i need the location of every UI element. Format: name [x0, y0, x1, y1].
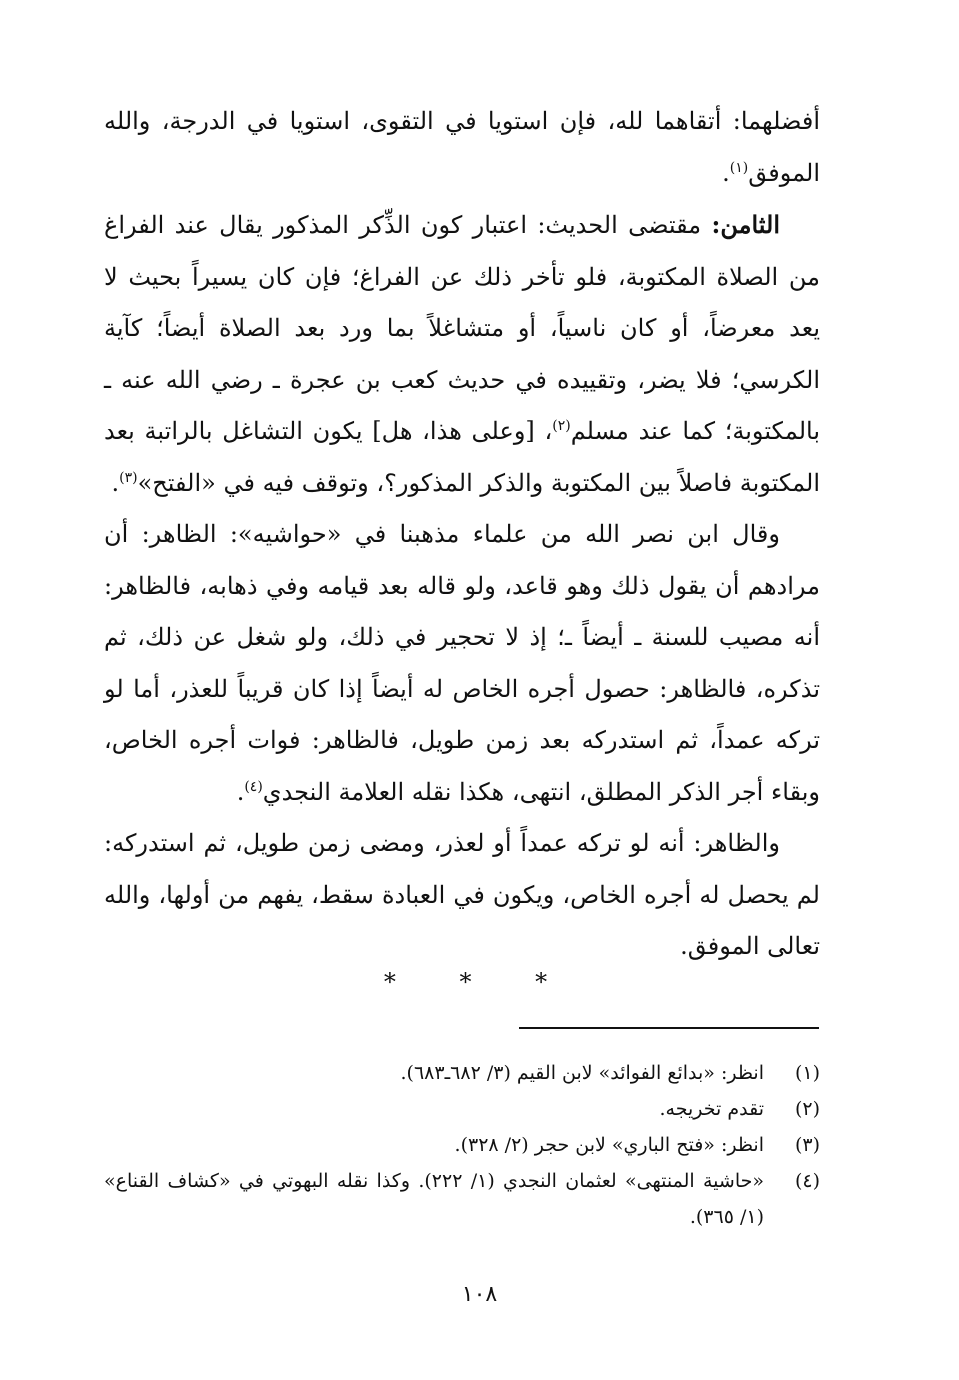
footnote-divider: [519, 1027, 819, 1029]
paragraph-2-text-a: مقتضى الحديث: اعتبار كون الذِّكر المذكور يقال عند الفراغ من الصلاة المكتوبة، فلو تأخر ذلك عن الفراغ؛ فإن كان يسيراً بحيث لا يعد معرضاً، أو كان ناسياً، أو متشاغلاً بما ورد بعد الصلاة أيضاً؛ كآية الكرسي؛ فلا يضر، وتقييده في حديث كعب بن عجرة ـ رضي الله عنه ـ بالمكتوبة؛ كما عند مسلم: [104, 211, 820, 445]
paragraph-1-text: أفضلهما: أتقاهما لله، فإن استويا في التقوى، استويا في الدرجة، والله الموفق: [104, 107, 820, 187]
paragraph-2-text-b: ، [وعلى هذا، هل] يكون التشاغل بالراتبة بعد المكتوبة فاصلاً بين المكتوبة والذكر المذكور؟، وتوقف فيه في «الفتح»: [104, 417, 820, 497]
paragraph-4: [104, 818, 820, 973]
footnote-1: [104, 1055, 820, 1091]
footnote-text: انظر: «بدائع الفوائد» لابن القيم (٣/ ٦٨٢ـ٦٨٣).: [400, 1062, 764, 1084]
footnote-number: (١): [794, 1062, 820, 1084]
footnote-number: (٢): [794, 1098, 820, 1120]
paragraph-3-end: .: [236, 777, 245, 806]
footnote-2: [104, 1091, 820, 1127]
footnote-ref-2: (٢): [552, 418, 571, 434]
footnote-ref-1: (١): [729, 159, 749, 176]
page-number: ١٠٨: [461, 1282, 498, 1307]
paragraph-4-text: والظاهر: أنه لو تركه عمداً أو لعذر، ومضى زمن طويل، ثم استدركه: لم يحصل له أجره الخاص، ويكون في العبادة سقط، يفهم من أولها، والله تعالى الموفق.: [104, 829, 820, 960]
footnote-ref-3: (٣): [119, 469, 138, 486]
footnotes: [104, 1055, 820, 1235]
footnote-text: «حاشية المنتهى» لعثمان النجدي (١/ ٢٢٢). وكذا نقله البهوتي في «كشاف القناع» (١/ ٣٦٥).: [104, 1170, 764, 1228]
paragraph-2-end: .: [111, 468, 120, 497]
paragraph-3-text: وقال ابن نصر الله من علماء مذهبنا في «حواشيه»: الظاهر: أن مرادهم أن يقول ذلك وهو قاعد، ولو قاله بعد قيامه وفي ذهابه، فالظاهر: أنه مصيب للسنة ـ أيضاً ـ؛ إذ لا تحجير في ذلك، ولو شغل عن ذلك، ثم تذكره، فالظاهر: حصول أجره الخاص له أيضاً إذا كان قريباً للعذر، أما لو تركه عمداً، ثم استدركه بعد زمن طويل، فالظاهر: فوات أجره الخاص، وبقاء أجر الذكر المطلق، انتهى، هكذا نقله العلامة النجدي: [104, 520, 820, 806]
footnote-text: انظر: «فتح الباري» لابن حجر (٢/ ٣٢٨).: [454, 1134, 764, 1156]
paragraph-3: [104, 509, 820, 818]
footnote-4: [104, 1163, 820, 1235]
footnote-number: (٣): [794, 1134, 820, 1156]
footnote-3: [104, 1127, 820, 1163]
footnote-text: تقدم تخريجه.: [659, 1098, 764, 1120]
main-text: [104, 96, 820, 973]
paragraph-1-end: .: [722, 158, 730, 187]
footnote-ref-4: (٤): [244, 778, 263, 795]
section-separator: * * *: [383, 968, 576, 996]
paragraph-1: [104, 96, 820, 199]
paragraph-2-lead: الثامن:: [711, 210, 780, 239]
footnote-number: (٤): [794, 1170, 820, 1192]
paragraph-2: [104, 199, 820, 509]
